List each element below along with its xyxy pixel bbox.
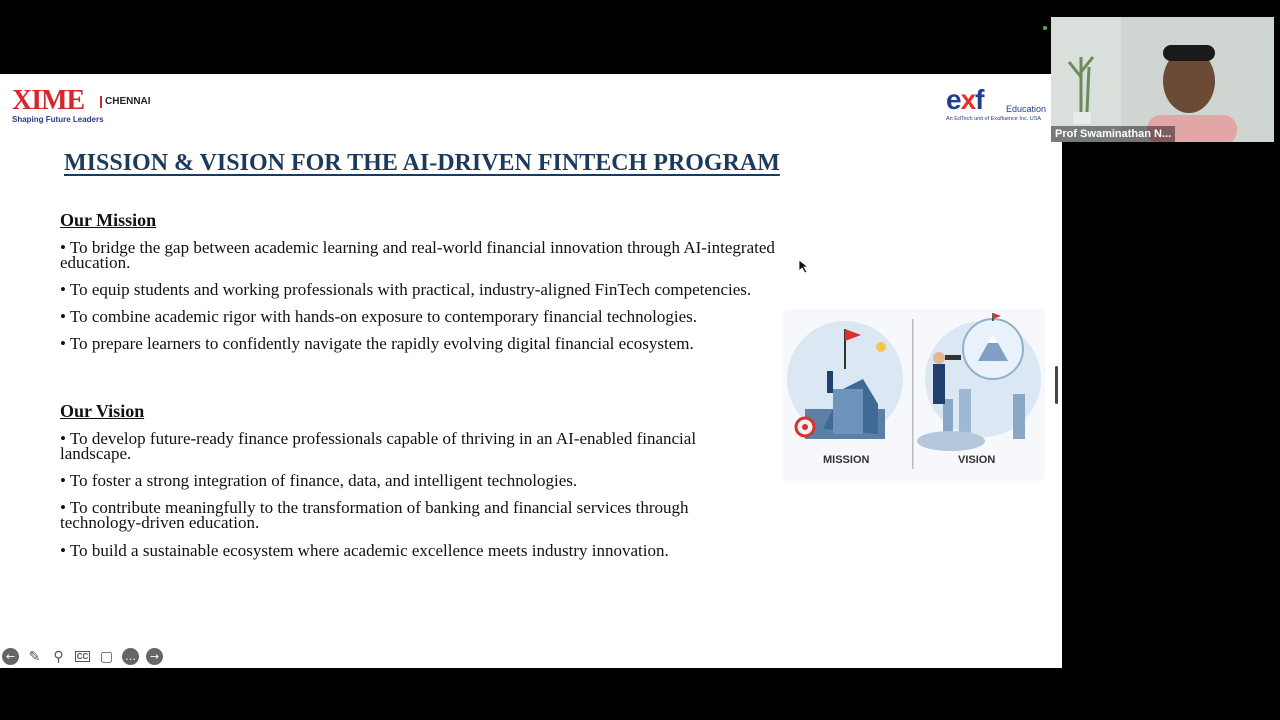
next-slide-icon[interactable]: → (146, 648, 163, 665)
prev-slide-icon[interactable]: ← (2, 648, 19, 665)
presenter-video-feed (1051, 17, 1274, 142)
more-icon[interactable]: … (122, 648, 139, 665)
mission-point: • To equip students and working professionals with practical, industry-aligned FinTech competencies. (60, 280, 752, 299)
scrollbar-thumb[interactable] (1055, 366, 1058, 404)
logo-left-tagline: Shaping Future Leaders (12, 115, 104, 124)
vision-image-label: VISION (958, 454, 996, 466)
vision-point: • To develop future-ready finance professionals capable of thriving in an AI-enabled financial landscape. (60, 429, 697, 463)
slide-toolbar (2, 648, 163, 665)
logo-right-word: exf (946, 84, 984, 115)
vision-heading: Our Vision (60, 401, 145, 421)
mission-heading: Our Mission (60, 210, 157, 230)
vision-point: • To foster a strong integration of finance, data, and intelligent technologies. (60, 471, 578, 490)
mission-point: • To combine academic rigor with hands-on exposure to contemporary financial technologies. (60, 307, 698, 326)
presenter-video[interactable] (1051, 17, 1274, 142)
mission-point: • To bridge the gap between academic learning and real-world financial innovation through AI-integrated education. (60, 238, 775, 272)
logo-left-word: XIME (12, 85, 85, 116)
presenter-name: Prof Swaminathan N... (1051, 126, 1175, 142)
vision-point: • To build a sustainable ecosystem where academic excellence meets industry innovation. (60, 541, 669, 560)
vision-point: • To contribute meaningfully to the transformation of banking and financial services through technology-driven education. (60, 498, 689, 532)
exf-logo (946, 86, 1050, 122)
cursor-icon (799, 260, 809, 274)
logo-left-city: CHENNAI (100, 96, 151, 108)
mission-vision-illustration (783, 309, 1045, 481)
presentation-slide (0, 74, 1062, 668)
xime-logo (12, 85, 151, 124)
pen-icon[interactable]: ✎ (28, 648, 41, 665)
logo-right-tagline: An EdTech unit of Exafluence Inc. USA (946, 116, 1042, 122)
mission-point: • To prepare learners to confidently navigate the rapidly evolving digital financial ecosystem. (60, 334, 694, 353)
status-dot (1043, 26, 1047, 30)
zoom-icon[interactable]: ⚲ (53, 648, 64, 665)
slide-title: MISSION & VISION FOR THE AI-DRIVEN FINTECH PROGRAM (64, 150, 780, 176)
captions-icon[interactable]: CC (76, 652, 89, 661)
mission-image-label: MISSION (823, 454, 870, 466)
logo-right-sub: Education (1006, 104, 1047, 114)
camera-icon[interactable]: ▢ (99, 648, 114, 665)
